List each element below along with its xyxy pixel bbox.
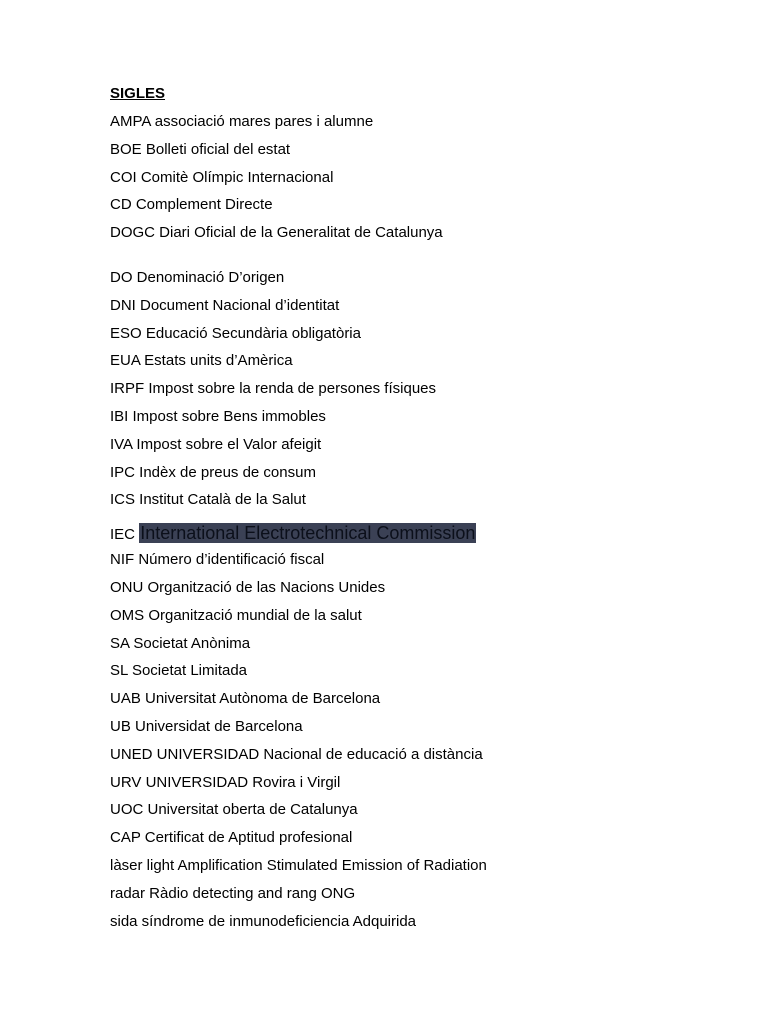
list-item: CAP Certificat de Aptitud profesional — [110, 829, 353, 847]
list-item: IPC Indèx de preus de consum — [110, 463, 316, 481]
list-item: IBI Impost sobre Bens immobles — [110, 407, 326, 425]
list-item: DO Denominació D’origen — [110, 268, 285, 286]
list-item: UNED UNIVERSIDAD Nacional de educació a distància — [110, 745, 483, 763]
list-item: DNI Document Nacional d’identitat — [110, 296, 340, 314]
list-item: SL Societat Limitada — [110, 662, 248, 680]
list-item: UB Universidat de Barcelona — [110, 717, 303, 735]
list-item: sida síndrome de inmunodeficiencia Adquirida — [110, 912, 417, 930]
list-item: ICS Institut Català de la Salut — [110, 491, 306, 509]
list-item-iec — [110, 522, 710, 553]
list-item: IVA Impost sobre el Valor afeigit — [110, 435, 322, 453]
list-item: COI Comitè Olímpic Internacional — [110, 168, 334, 186]
page-title: SIGLES — [110, 85, 166, 102]
list-item: AMPA associació mares pares i alumne — [110, 113, 374, 130]
list-item: làser light Amplification Stimulated Emission of Radiation — [110, 856, 487, 874]
list-item: EUA Estats units d’Amèrica — [110, 352, 293, 370]
list-item: URV UNIVERSIDAD Rovira i Virgil — [110, 773, 341, 791]
list-item: NIF Número d’identificació fiscal — [110, 551, 325, 569]
list-item: SA Societat Anònima — [110, 634, 251, 652]
list-item: UAB Universitat Autònoma de Barcelona — [110, 690, 381, 708]
list-item: UOC Universitat oberta de Catalunya — [110, 801, 358, 819]
paragraph-gap — [110, 251, 710, 268]
list-item: ESO Educació Secundària obligatòria — [110, 324, 361, 342]
acronym-list-2 — [110, 268, 710, 518]
list-item: OMS Organització mundial de la salut — [110, 606, 362, 624]
acronym-list-1 — [110, 112, 710, 251]
list-item: ONU Organització de las Nacions Unides — [110, 578, 386, 596]
document-page — [110, 84, 710, 939]
list-item: BOE Bolleti oficial del estat — [110, 140, 291, 158]
list-item: radar Ràdio detecting and rang ONG — [110, 884, 356, 902]
acronym-list-3 — [110, 550, 710, 939]
list-item: CD Complement Directe — [110, 196, 273, 214]
iec-abbreviation: IEC — [110, 526, 136, 544]
list-item: IRPF Impost sobre la renda de persones físiques — [110, 380, 437, 398]
highlighted-text[interactable]: International Electrotechnical Commission — [140, 523, 476, 544]
list-item: DOGC Diari Oficial de la Generalitat de Catalunya — [110, 224, 443, 242]
